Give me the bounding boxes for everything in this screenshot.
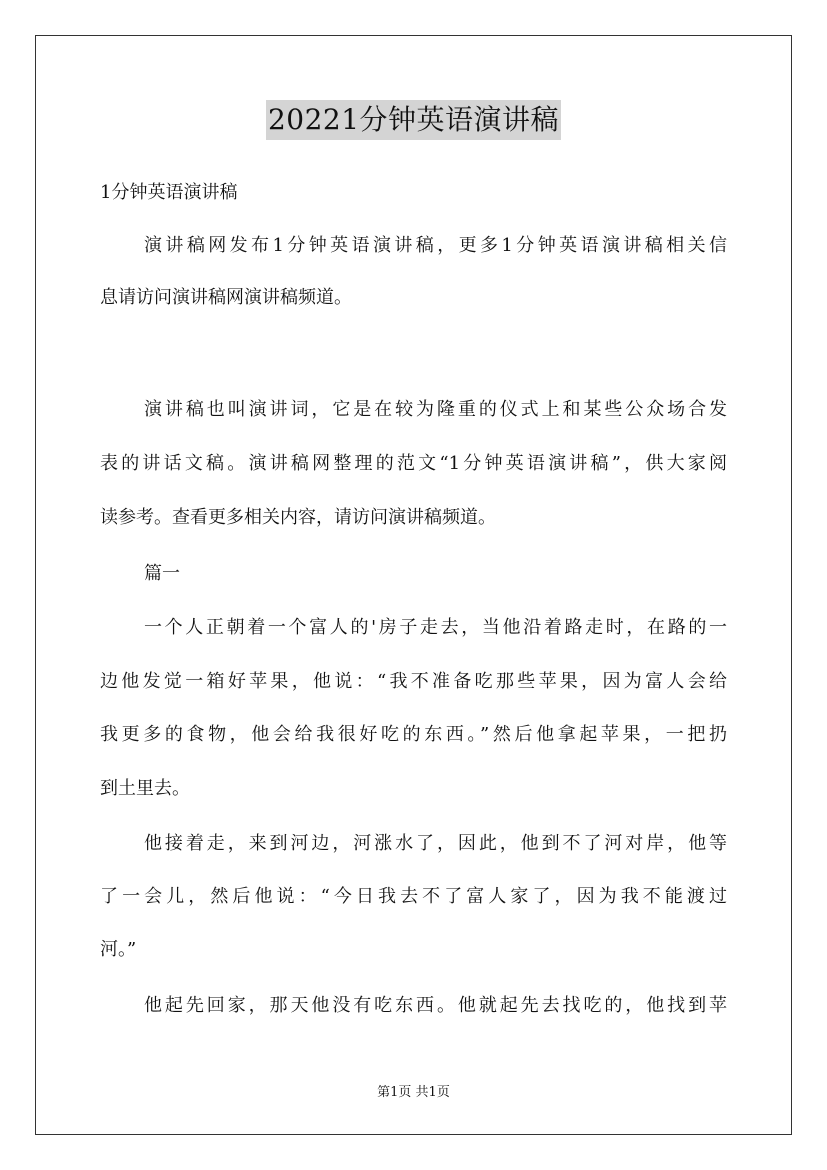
- paragraph-line: 表的讲话文稿。演讲稿网整理的范文“1分钟英语演讲稿”，供大家阅: [100, 453, 727, 474]
- paragraph-line: 河。”: [100, 939, 137, 960]
- section-heading: 篇一: [144, 563, 180, 584]
- page-footer: 第1页 共1页: [377, 1085, 450, 1100]
- paragraph-line: 他接着走，来到河边，河涨水了，因此，他到不了河对岸，他等: [144, 833, 727, 854]
- paragraph-line: 演讲稿也叫演讲词，它是在较为隆重的仪式上和某些公众场合发: [144, 399, 727, 420]
- document-subtitle: 1分钟英语演讲稿: [100, 182, 238, 203]
- paragraph-line: 息请访问演讲稿网演讲稿频道。: [100, 287, 352, 308]
- paragraph-line: 了一会儿，然后他说：“今日我去不了富人家了，因为我不能渡过: [100, 886, 727, 907]
- paragraph-line: 边他发觉一箱好苹果，他说：“我不准备吃那些苹果，因为富人会给: [100, 671, 727, 692]
- paragraph-line: 演讲稿网发布1分钟英语演讲稿，更多1分钟英语演讲稿相关信: [144, 235, 727, 256]
- paragraph-line: 我更多的食物，他会给我很好吃的东西。”然后他拿起苹果，一把扔: [100, 724, 727, 745]
- paragraph-line: 到土里去。: [100, 778, 190, 799]
- title-container: [0, 100, 827, 140]
- paragraph-line: 他起先回家，那天他没有吃东西。他就起先去找吃的，他找到苹: [144, 995, 727, 1016]
- paragraph-line: 读参考。查看更多相关内容，请访问演讲稿频道。: [100, 507, 496, 528]
- paragraph-line: 一个人正朝着一个富人的'房子走去，当他沿着路走时，在路的一: [144, 617, 727, 638]
- document-title: 20221分钟英语演讲稿: [266, 100, 561, 140]
